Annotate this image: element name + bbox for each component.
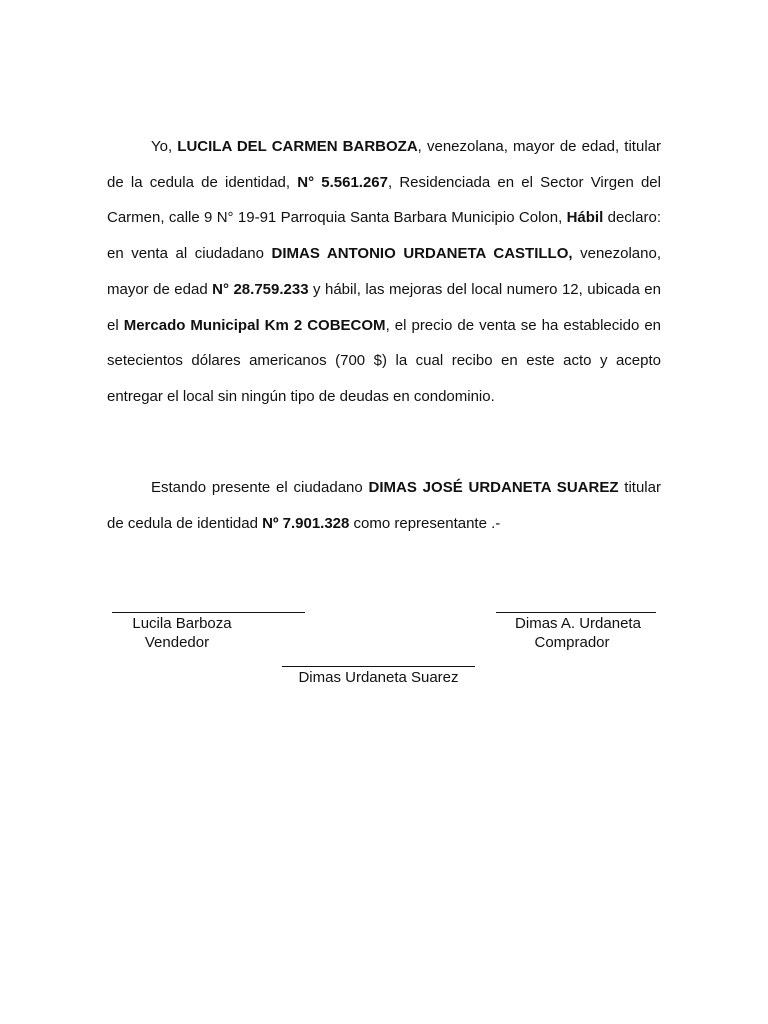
- text-run: titular de cedula de identidad: [107, 479, 661, 532]
- market-name: Mercado Municipal Km 2 COBECOM: [123, 316, 386, 334]
- text-run: , el precio de venta se ha establecido en setecientos dólares americanos (700 $) la cual recibo en este acto y acepto entregar el local sin ningún tipo de deudas en condominio.: [107, 316, 662, 405]
- text-run: Yo,: [151, 138, 178, 155]
- representative-id-number: Nº 7.901.328: [262, 514, 350, 532]
- text-run: declaro: en venta al ciudadano: [107, 209, 661, 263]
- sale-declaration-paragraph: [107, 129, 661, 415]
- buyer-full-name: DIMAS ANTONIO URDANETA CASTILLO,: [271, 245, 573, 263]
- text-run: , venezolana, mayor de edad, titular de la cedula de identidad,: [107, 138, 661, 191]
- seller-id-number: N° 5.561.267: [297, 173, 388, 191]
- representative-full-name: DIMAS JOSÉ URDANETA SUAREZ: [368, 479, 619, 496]
- buyer-name: Dimas A. Urdaneta: [515, 615, 641, 632]
- buyer-signature-line: [496, 612, 656, 613]
- witness-name: Dimas Urdaneta Suarez: [298, 669, 459, 686]
- buyer-id-number: N° 28.759.233: [212, 280, 309, 298]
- seller-name: Lucila Barboza: [132, 615, 232, 632]
- seller-full-name: LUCILA DEL CARMEN BARBOZA: [177, 138, 418, 155]
- buyer-role: Comprador: [534, 634, 610, 651]
- text-run: y hábil, las mejoras del local numero 12, ubicada en el: [107, 280, 661, 334]
- text-run: , Residenciada en el Sector Virgen del Carmen, calle 9 N° 19-91 Parroquia Santa Barbara Municipio Colon,: [107, 173, 661, 227]
- seller-role: Vendedor: [144, 634, 210, 651]
- text-run: venezolano, mayor de edad: [107, 245, 662, 298]
- seller-signature-line: [112, 612, 305, 613]
- representative-paragraph: [107, 470, 661, 541]
- habil-label: Hábil: [566, 209, 604, 227]
- witness-signature-line: [282, 666, 475, 667]
- text-run: como representante .-: [349, 514, 501, 532]
- text-run: Estando presente el ciudadano: [151, 479, 369, 496]
